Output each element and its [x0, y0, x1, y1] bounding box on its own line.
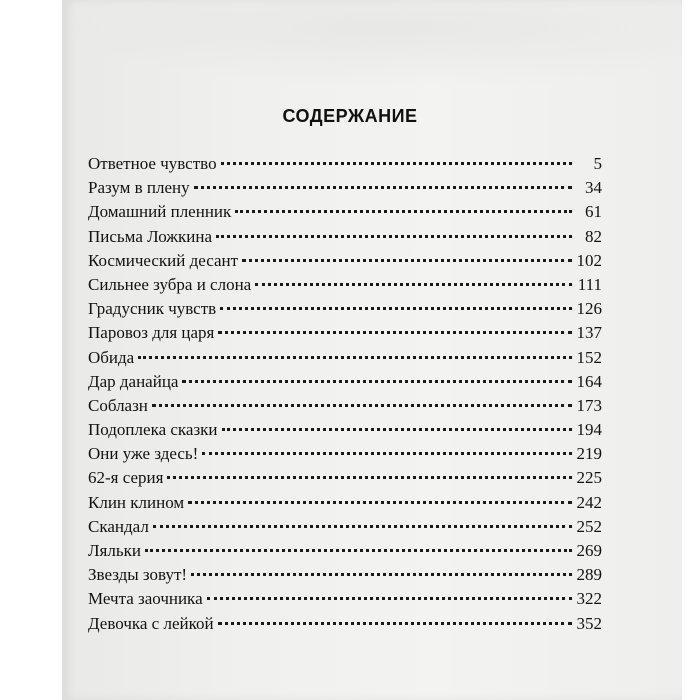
- toc-entry: [88, 273, 602, 297]
- toc-entry-title: Домашний пленник: [88, 202, 232, 222]
- toc-entry: [88, 346, 602, 370]
- toc-entry: [88, 225, 602, 249]
- toc-entry-page-number: 269: [576, 541, 602, 560]
- toc-entry-page-number: 82: [585, 226, 602, 246]
- toc-entry-title: Разум в плену: [88, 178, 190, 198]
- dot-leader: [216, 235, 572, 238]
- toc-entry: [88, 370, 602, 394]
- toc-entry-page-number: 173: [576, 395, 602, 415]
- toc-entry-title: Градусник чувств: [88, 299, 217, 319]
- dot-leader: [153, 525, 572, 528]
- toc-entry-page-number: 219: [576, 444, 602, 464]
- toc-entry-page-number: 194: [576, 420, 602, 440]
- toc-entry-title: Обида: [88, 347, 135, 367]
- toc-entry-title: Письма Ложкина: [88, 226, 213, 246]
- toc-entry-page-number: 126: [576, 299, 602, 319]
- toc-entry-title: Паровоз для царя: [88, 323, 215, 343]
- dot-leader: [222, 428, 572, 431]
- dot-leader: [194, 186, 572, 189]
- dot-leader: [138, 356, 572, 359]
- toc-entry-page-number: 252: [576, 516, 602, 536]
- dot-leader: [167, 476, 572, 479]
- toc-entry: [88, 563, 602, 587]
- toc-entry-page-number: 61: [585, 202, 602, 222]
- dot-leader: [221, 162, 572, 165]
- toc-entry-title: Клин клином: [88, 492, 185, 512]
- toc-entry: [88, 394, 602, 418]
- toc-entry: [88, 249, 602, 273]
- toc-entry: [88, 418, 602, 442]
- toc-entry: [88, 612, 602, 636]
- dot-leader: [242, 259, 572, 262]
- dot-leader: [235, 210, 572, 213]
- dot-leader: [220, 307, 572, 310]
- toc-entry-page-number: 102: [576, 250, 602, 270]
- dot-leader: [182, 380, 572, 383]
- toc-entry-title: Они уже здесь!: [88, 444, 199, 464]
- toc-entry: [88, 297, 602, 321]
- toc-entry-title: Ответное чувство: [88, 154, 217, 173]
- toc-entry-page-number: 5: [593, 154, 602, 173]
- toc-entry: [88, 200, 602, 224]
- toc-entry: [88, 176, 602, 200]
- toc-entry: [88, 539, 602, 563]
- dot-leader: [188, 501, 572, 504]
- toc-entry-title: Мечта заочника: [88, 589, 203, 609]
- dot-leader: [218, 331, 572, 334]
- toc-entry: [88, 515, 602, 539]
- toc-entry-page-number: 289: [576, 565, 602, 585]
- toc-entry-title: Космический десант: [88, 250, 239, 270]
- dot-leader: [207, 597, 572, 600]
- toc-entry-page-number: 111: [577, 274, 602, 294]
- toc-entry-title: 62-я серия: [88, 468, 164, 488]
- dot-leader: [152, 404, 572, 407]
- dot-leader: [255, 283, 572, 286]
- toc-entry-page-number: 242: [576, 492, 602, 512]
- toc-entry-page-number: 164: [576, 371, 602, 391]
- toc-entry-title: Подоплека сказки: [88, 420, 218, 440]
- toc-entry-title: Девочка с лейкой: [88, 613, 214, 633]
- page-title: СОДЕРЖАНИЕ: [282, 106, 418, 126]
- toc-entry-page-number: 352: [576, 613, 602, 633]
- dot-leader: [218, 622, 572, 625]
- toc-entry-title: Соблазн: [88, 395, 148, 415]
- toc-entry-page-number: 322: [576, 589, 602, 609]
- toc-entry: [88, 466, 602, 490]
- toc-entry-title: Сильнее зубра и слона: [88, 274, 252, 294]
- show-through-shadow: [62, 0, 682, 90]
- toc-entry-title: Ляльки: [88, 541, 141, 560]
- toc-entry-title: Дар данайца: [88, 371, 179, 391]
- toc-entry: [88, 152, 602, 176]
- dot-leader: [202, 452, 572, 455]
- toc-entry-page-number: 225: [576, 468, 602, 488]
- toc-entry: [88, 442, 602, 466]
- dot-leader: [191, 573, 572, 576]
- toc-entry-page-number: 34: [585, 178, 602, 198]
- toc-entry-page-number: 137: [576, 323, 602, 343]
- toc-entry-title: Скандал: [88, 516, 149, 536]
- toc-entry-title: Звезды зовут!: [88, 565, 188, 585]
- toc-entry: [88, 491, 602, 515]
- table-of-contents: [88, 152, 602, 636]
- toc-entry-page-number: 152: [576, 347, 602, 367]
- toc-entry: [88, 321, 602, 345]
- toc-entry: [88, 587, 602, 611]
- dot-leader: [145, 549, 572, 552]
